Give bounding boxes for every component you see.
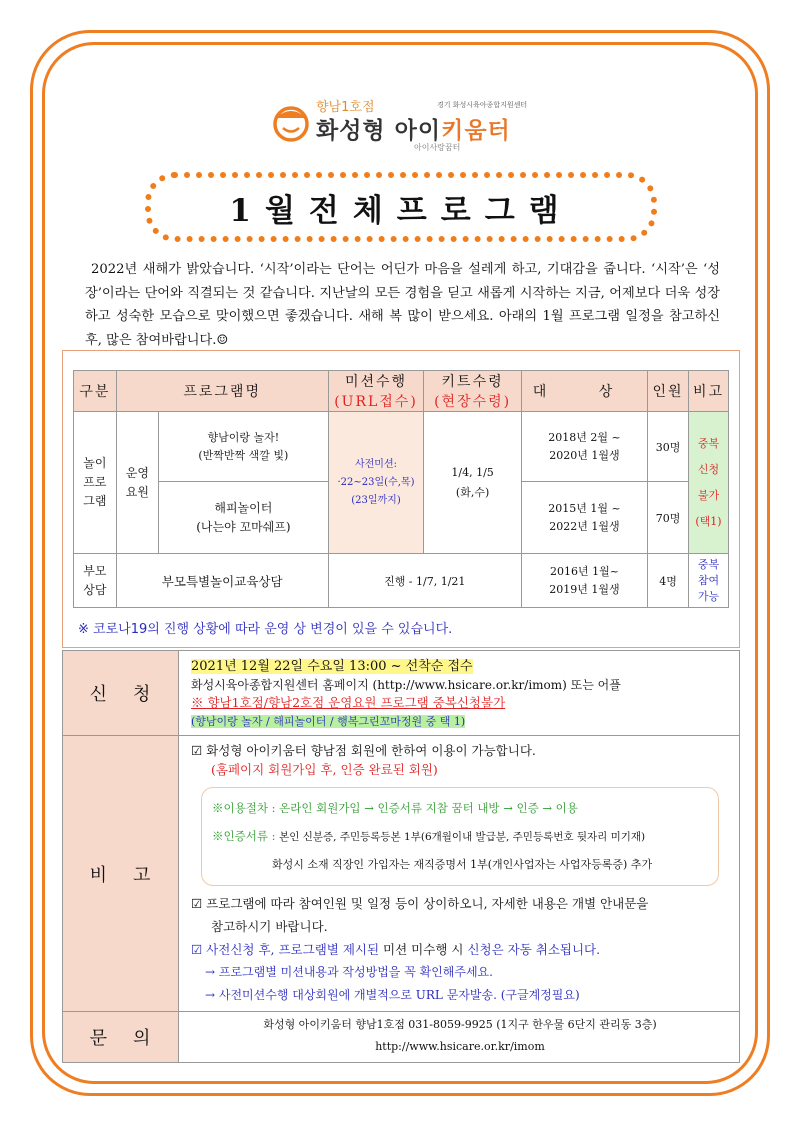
contact-line: 화성형 아이키움터 향남1호점 031-8059-9925 (1지구 한우물 6단지 관리동 3층) xyxy=(263,1018,657,1031)
play-note: 중복 신청 불가 (택1) xyxy=(688,412,728,554)
header-count: 인원 xyxy=(648,371,689,412)
play-category: 놀이 프로 그램 xyxy=(74,412,117,554)
program-table xyxy=(73,370,729,608)
contact-url: http://www.hsicare.or.kr/imom xyxy=(375,1040,545,1053)
apply-content xyxy=(179,651,740,736)
logo-org: 경기 화성시육아종합지원센터 xyxy=(437,101,528,109)
remarks-item-1-sub: (홈페이지 회원가입 후, 인증 완료된 회원) xyxy=(211,762,438,777)
apply-options: (향남이랑 놀자 / 해피놀이터 / 행복그린꼬마정원 중 택 1) xyxy=(191,715,466,728)
logo-tagline: 아이사랑꿈터 xyxy=(414,143,461,152)
remarks-item-2b: 참고하시기 바랍니다. xyxy=(211,919,328,934)
required-docs: 본인 신분증, 주민등록등본 1부(6개월이내 발급분, 주민등록번호 뒷자리 미기재) xyxy=(279,831,646,843)
remarks-arrow-1: → 프로그램별 미션내용과 작성방법을 꼭 확인해주세요. xyxy=(205,965,493,979)
remarks-item-3: ☑ 사전신청 후, 프로그램별 제시된 미션 미수행 시 신청은 자동 취소됩니다. xyxy=(191,942,601,957)
program-2: 해피놀이터 (나는야 꼬마쉐프) xyxy=(159,482,329,554)
remarks-row xyxy=(63,736,740,1012)
count-1: 30명 xyxy=(648,412,689,482)
apply-site: 화성시육아종합지원센터 홈페이지 (http://www.hsicare.or.kr/imom) 또는 어플 xyxy=(191,678,621,692)
center-logo xyxy=(272,96,532,156)
remarks-content xyxy=(179,736,740,1012)
program-1: 향남이랑 놀자! (반짝반짝 색깔 빛) xyxy=(159,412,329,482)
table-row xyxy=(74,412,729,482)
parent-target: 2016년 1월~ 2019년 1월생 xyxy=(521,554,647,608)
remarks-item-1: ☑ 화성형 아이키움터 향남점 회원에 한하여 이용이 가능합니다. xyxy=(191,743,536,758)
header-note: 비고 xyxy=(688,371,728,412)
parent-program: 부모특별놀이교육상담 xyxy=(116,554,328,608)
parent-category: 부모 상담 xyxy=(74,554,117,608)
target-2: 2015년 1월 ~ 2022년 1월생 xyxy=(521,482,647,554)
parent-note: 중복 참여 가능 xyxy=(688,554,728,608)
remarks-label: 비고 xyxy=(63,736,179,1012)
corona-note: ※ 코로나19의 진행 상황에 따라 운영 상 변경이 있을 수 있습니다. xyxy=(78,622,453,637)
procedure-box: ※이용절차 : 온라인 회원가입 → 인증서류 지참 꿈터 내방 → 인증 → 이용 ※인증서류 : 본인 신분증, 주민등록등본 1부(6개월이내 발급분, 주민등록번호 뒷자리 미기재) 화성시 소재 직장인 가입자는 재직증명서 1부(개인사업자는 사업자등록증) 추가 xyxy=(201,787,719,886)
page-title: 1월전체프로그램 xyxy=(229,192,573,229)
info-table xyxy=(62,650,740,1063)
parent-count: 4명 xyxy=(648,554,689,608)
header-category: 구분 xyxy=(74,371,117,412)
target-1: 2018년 2월 ~ 2020년 1월생 xyxy=(521,412,647,482)
page-title-box xyxy=(145,172,657,242)
mission-cell: 사전미션: ·22~23일(수,목) (23일까지) xyxy=(328,412,424,554)
table-header-row xyxy=(74,371,729,412)
header-kit: 키트수령 (현장수령) xyxy=(424,371,522,412)
apply-warning: ※ 향남1호점/향남2호점 운영요원 프로그램 중복신청불가 xyxy=(191,695,506,710)
header-mission: 미션수행 (URL접수) xyxy=(328,371,424,412)
required-docs-extra: 화성시 소재 직장인 가입자는 재직증명서 1부(개인사업자는 사업자등록증) 추가 xyxy=(272,858,653,871)
contact-row xyxy=(63,1012,740,1063)
table-row xyxy=(74,554,729,608)
kit-cell: 1/4, 1/5 (화,수) xyxy=(424,412,522,554)
logo-title: 화성형 아이키움터 xyxy=(316,118,511,144)
contact-content xyxy=(179,1012,740,1063)
count-2: 70명 xyxy=(648,482,689,554)
intro-paragraph: 2022년 새해가 밝았습니다. ‘시작’이라는 단어는 어딘가 마음을 설레게 하고, 기대감을 줍니다. ‘시작’은 ‘성장’이라는 단어와 직결되는 것 같습니다. 지난날의 모든 경험을 딛고 새롭게 시작하는 지금, 어제보다 더욱 성장하고 성숙한 모습으로 맞이했으면 좋겠습니다. 새해 복 많이 받으세요. 아래의 1월 프로그램 일정을 참고하신 후, 많은 참여바랍니다.☺ xyxy=(85,262,720,348)
remarks-item-2: ☑ 프로그램에 따라 참여인원 및 일정 등이 상이하오니, 자세한 내용은 개별 안내문을 xyxy=(191,896,649,911)
apply-label: 신청 xyxy=(63,651,179,736)
apply-row xyxy=(63,651,740,736)
procedure-steps: 온라인 회원가입 → 인증서류 지참 꿈터 내방 → 인증 → 이용 xyxy=(279,801,578,815)
header-program: 프로그램명 xyxy=(116,371,328,412)
contact-label: 문의 xyxy=(63,1012,179,1063)
header-target: 대 상 xyxy=(521,371,647,412)
smile-face-icon xyxy=(272,104,310,142)
apply-date: 2021년 12월 22일 수요일 13:00 ~ 선착순 접수 xyxy=(191,659,473,674)
logo-branch: 향남1호점 xyxy=(316,100,375,115)
parent-schedule: 진행 - 1/7, 1/21 xyxy=(328,554,521,608)
remarks-arrow-2: → 사전미션수행 대상회원에 개별적으로 URL 문자발송. (구글계정필요) xyxy=(205,988,580,1002)
play-sub: 운영 요원 xyxy=(116,412,158,554)
